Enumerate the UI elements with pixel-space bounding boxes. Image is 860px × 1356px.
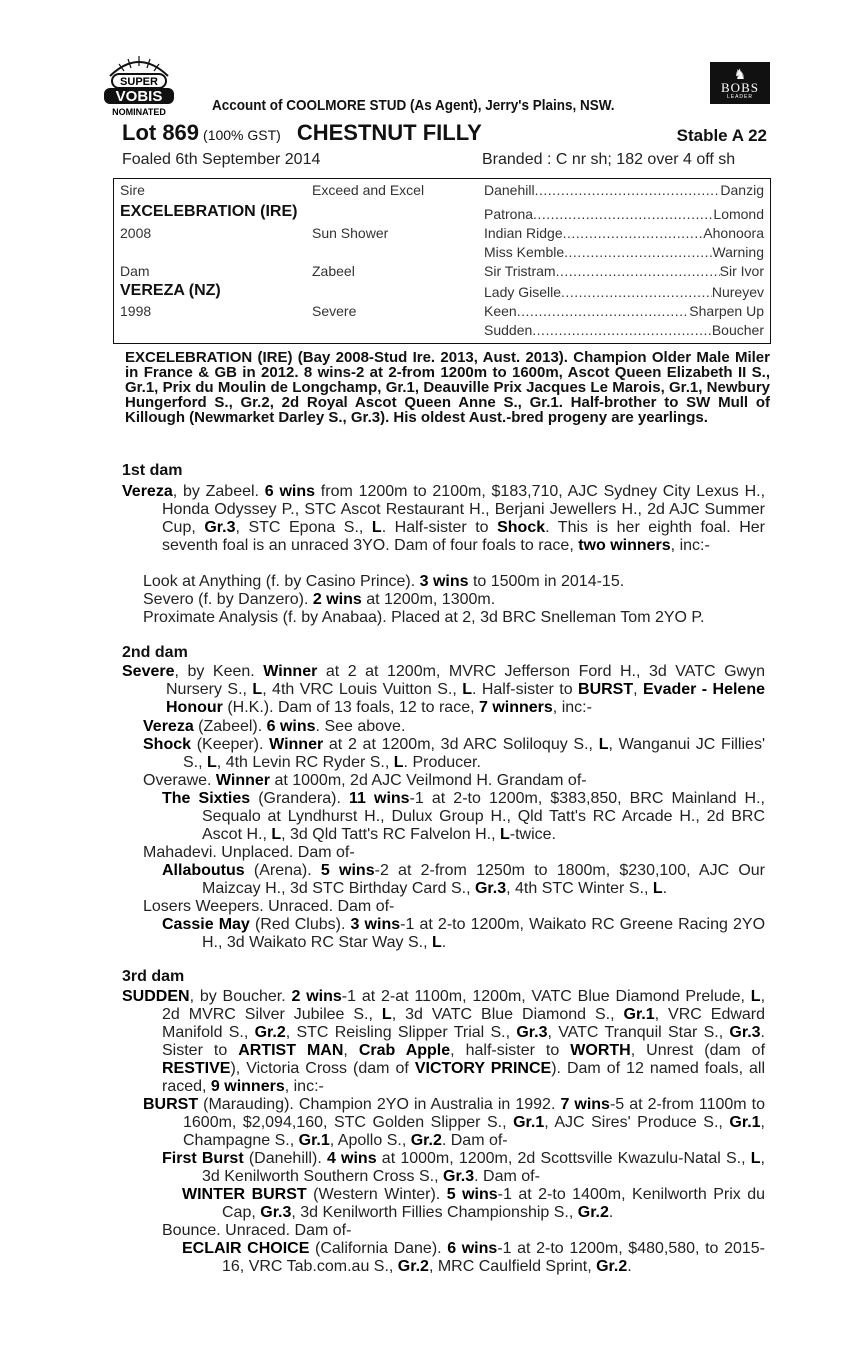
text-run: -1 at 2-to 1200m, $383,850, BRC Mainland H., Sequalo at Lyndhurst H., Dulux Group H., Qld Tatt's RC Arcade H., 2d BRC Ascot H.,: [202, 790, 765, 843]
bold-run: 7 wins: [560, 1096, 610, 1113]
first-dam-text: [122, 483, 765, 555]
bold-run: ARTIST MAN: [238, 1042, 344, 1059]
text-run: . Sister to: [162, 1024, 765, 1059]
gst-note: (100% GST): [203, 127, 281, 143]
text-run: at 1000m, 2d AJC Veilmond H. Grandam of-: [270, 772, 587, 789]
great-grand-progeny-winter-burst: [182, 1186, 765, 1222]
grandparent-row: Sudden ..... Boucher: [484, 322, 764, 338]
grandparent-row: Indian Ridge ..... Ahonoora: [484, 225, 764, 241]
grand-progeny-the-sixties: [162, 790, 765, 844]
text-run: (Keeper).: [191, 736, 270, 753]
bold-run: 6 wins: [447, 1240, 498, 1257]
grand-progeny-bounce: Bounce. Unraced. Dam of-: [162, 1222, 352, 1239]
bold-run: L: [393, 754, 404, 771]
text-run: .: [441, 934, 447, 951]
text-run: .: [662, 880, 668, 897]
bold-run: Allaboutus: [162, 862, 245, 879]
text-run: ,: [343, 1042, 359, 1059]
bold-run: Gr.2: [410, 1132, 442, 1149]
text-run: at 1000m, 1200m, 2d Scottsville Kwazulu-Natal S.,: [376, 1150, 751, 1167]
bold-run: Gr.3: [516, 1024, 548, 1041]
text-run: -1 at 2-to 1200m, $480,580, to 2015-16, VRC Tab.com.au S.,: [222, 1240, 766, 1275]
text-run: Overawe.: [143, 772, 216, 789]
text-run: , inc:-: [670, 537, 710, 554]
text-run: (California Dane).: [309, 1240, 448, 1257]
text-run: , 3d Kenilworth Southern Cross S.,: [202, 1150, 765, 1185]
text-run: ), Victoria Cross (dam of: [230, 1060, 415, 1077]
bobs-logo-name: BOBS: [721, 80, 759, 95]
bold-run: 2 wins: [312, 591, 362, 608]
progeny-shock: [143, 736, 765, 772]
text-run: from 1200m to 2100m, $183,710, AJC Sydney City Lexus H., Honda Odyssey P., STC Ascot Restaurant H., Berjani Jewellers H., 2d AJC Summer Cup,: [162, 483, 766, 536]
text-run: , half-sister to: [450, 1042, 571, 1059]
text-run: (H.K.). Dam of 13 foals, 12 to race,: [222, 699, 479, 716]
bold-run: Severe: [122, 663, 175, 680]
sire-label: Sire: [120, 182, 145, 198]
bold-run: VICTORY PRINCE: [414, 1060, 552, 1077]
third-dam-paragraph: [122, 988, 765, 1096]
logo-super-text: SUPER: [120, 76, 158, 88]
bold-run: Vereza: [143, 718, 194, 735]
dam-year: 1998: [120, 303, 152, 319]
bold-run: 6 wins: [266, 718, 316, 735]
super-vobis-logo: [98, 52, 180, 118]
brand-marks: Branded : C nr sh; 182 over 4 off sh: [482, 151, 736, 168]
bold-run: L: [371, 519, 382, 536]
text-run: to 1500m in 2014-15.: [468, 573, 625, 590]
text-run: .: [627, 1258, 632, 1275]
bold-run: 11 wins: [349, 790, 410, 807]
logo-vobis-text: VOBIS: [115, 88, 163, 105]
logo-nominated-text: NOMINATED: [112, 107, 166, 117]
text-run: . Half-sister to: [471, 681, 579, 698]
text-run: . Half-sister to: [381, 519, 498, 536]
bold-run: WORTH: [570, 1042, 631, 1059]
bold-run: 9 winners: [210, 1078, 285, 1095]
bold-run: Vereza: [122, 483, 173, 500]
text-run: , by Keen.: [174, 663, 264, 680]
text-run: at 2 at 1200m, MVRC Jefferson Ford H., 3d VATC Gwyn Nursery S.,: [166, 663, 765, 698]
bold-run: Gr.1: [513, 1114, 545, 1131]
bold-run: L: [652, 880, 663, 897]
text-run: , Apollo S.,: [329, 1132, 411, 1149]
text-run: (Grandera).: [250, 790, 349, 807]
bold-run: Gr.1: [623, 1006, 655, 1023]
progeny-overawe: [143, 772, 763, 790]
bold-run: Gr.2: [254, 1024, 286, 1041]
text-run: (Western Winter).: [306, 1186, 447, 1203]
text-run: -1 at 2-at 1100m, 1200m, VATC Blue Diamond Prelude,: [341, 988, 751, 1005]
text-run: , 3d Qld Tatt's RC Falvelon H.,: [281, 826, 500, 843]
text-run: -1 at 2-to 1200m, Waikato RC Greene Racing 2YO H., 3d Waikato RC Star Way S.,: [202, 916, 766, 951]
bold-run: Winner: [263, 663, 318, 680]
second-dam-heading: 2nd dam: [122, 644, 188, 661]
bold-run: ECLAIR CHOICE: [182, 1240, 310, 1257]
text-run: , inc:-: [284, 1078, 324, 1095]
dam-name: VEREZA (NZ): [120, 282, 221, 299]
pedigree-table: [113, 178, 771, 344]
bold-run: RESTIVE: [162, 1060, 231, 1077]
stable-location: Stable A 22: [676, 126, 767, 145]
text-run: , STC Epona S.,: [235, 519, 372, 536]
sire-dam: Sun Shower: [312, 225, 389, 241]
bold-run: SUDDEN: [122, 988, 190, 1005]
text-run: Look at Anything (f. by Casino Prince).: [143, 573, 420, 590]
text-run: Severo (f. by Danzero).: [143, 591, 313, 608]
text-run: , Wanganui JC Fillies' S.,: [183, 736, 765, 771]
text-run: -1 at 2-to 1400m, Kenilworth Prix du Cap,: [222, 1186, 766, 1221]
text-run: -5 at 2-from 1100m to 1600m, $2,094,160, STC Golden Slipper S.,: [183, 1096, 766, 1131]
text-run: . Dam of-: [441, 1132, 508, 1149]
bold-run: L: [750, 1150, 761, 1167]
grand-progeny-allaboutus: [162, 862, 765, 898]
text-run: (Marauding). Champion 2YO in Australia in 1992.: [198, 1096, 561, 1113]
text-run: , Unrest (dam of: [630, 1042, 766, 1059]
bold-run: L: [598, 736, 609, 753]
text-run: , 3d Kenilworth Fillies Championship S.,: [291, 1204, 578, 1221]
second-dam-paragraph: [122, 663, 765, 717]
text-run: at 2 at 1200m, 3d ARC Soliloquy S.,: [323, 736, 599, 753]
grandparent-row: Patrona ..... Lomond: [484, 206, 764, 222]
bold-run: Gr.3: [729, 1024, 761, 1041]
bold-run: Evader - Helene Honour: [166, 681, 765, 716]
bold-run: L: [750, 988, 761, 1005]
bold-run: Gr.1: [298, 1132, 330, 1149]
bold-run: BURST: [143, 1096, 199, 1113]
grandparent-row: Lady Giselle ..... Nureyev: [484, 284, 764, 300]
bold-run: Crab Apple: [358, 1042, 451, 1059]
bold-run: 2 wins: [291, 988, 342, 1005]
bold-run: Winner: [215, 772, 270, 789]
first-dam-paragraph: [122, 483, 765, 555]
bobs-logo: [710, 62, 770, 104]
text-run: , 3d VATC Blue Diamond S.,: [391, 1006, 624, 1023]
text-run: , by Zabeel.: [172, 483, 265, 500]
bold-run: 5 wins: [446, 1186, 498, 1203]
bold-run: Gr.3: [474, 880, 507, 897]
sire-name: EXCELEBRATION (IRE): [120, 203, 298, 220]
third-dam-text: [122, 988, 765, 1096]
text-run: ,: [633, 681, 643, 698]
dam-sire: Zabeel: [312, 263, 355, 279]
bold-run: Gr.2: [596, 1258, 628, 1275]
text-run: , 4th STC Winter S.,: [506, 880, 653, 897]
text-run: (Danehill).: [243, 1150, 327, 1167]
grandparent-row: Danehill ..... Danzig: [484, 182, 764, 198]
bold-run: L: [499, 826, 510, 843]
progeny-severo: [143, 591, 763, 609]
grand-progeny-first-burst: [162, 1150, 765, 1186]
vendor-account: Account of COOLMORE STUD (As Agent), Jerry's Plains, NSW.: [212, 97, 615, 114]
text-run: , 4th Levin RC Ryder S.,: [216, 754, 394, 771]
lot-number: Lot 869: [122, 120, 200, 145]
bold-run: L: [431, 934, 442, 951]
text-run: ). Dam of 12 named foals, all raced,: [162, 1060, 766, 1095]
text-run: (Red Clubs).: [249, 916, 351, 933]
bold-run: two winners: [578, 537, 671, 554]
text-run: , 2d MVRC Silver Jubilee S.,: [162, 988, 766, 1023]
bold-run: 3 wins: [419, 573, 469, 590]
bold-run: Winner: [269, 736, 324, 753]
text-run: (Zabeel).: [193, 718, 267, 735]
text-run: , STC Reisling Slipper Trial S.,: [285, 1024, 517, 1041]
bold-run: L: [381, 1006, 392, 1023]
bold-run: 6 wins: [264, 483, 316, 500]
text-run: . See above.: [315, 718, 406, 735]
text-run: , by Boucher.: [189, 988, 292, 1005]
text-run: . Dam of-: [474, 1168, 540, 1185]
bold-run: Gr.3: [260, 1204, 292, 1221]
bold-run: Shock: [497, 519, 546, 536]
text-run: -2 at 2-from 1250m to 1800m, $230,100, AJC Our Maizcay H., 3d STC Birthday Card S.,: [202, 862, 766, 897]
text-run: , AJC Sires' Produce S.,: [544, 1114, 730, 1131]
bold-run: Cassie May: [162, 916, 250, 933]
sire-description: EXCELEBRATION (IRE) (Bay 2008-Stud Ire. 2013, Aust. 2013). Champion Older Male Miler in France & GB in 2012. 8 wins-2 at 2-from 1200m to 1600m, Ascot Queen Elizabeth II S., Gr.1, Prix du Moulin de Longchamp, Gr.1, Deauville Prix Jacques Le Marois, Gr.1, Newbury Hungerford S., Gr.2, 2d Royal Ascot Queen Anne S., Gr.1. Half-brother to SW Mull of Killough (Newmarket Darley S., Gr.3). His oldest Aust.-bred progeny are yearlings.: [125, 349, 770, 426]
sire-sire: Exceed and Excel: [312, 182, 425, 198]
bold-run: L: [462, 681, 472, 698]
bold-run: Gr.3: [204, 519, 236, 536]
text-run: , MRC Caulfield Sprint,: [428, 1258, 597, 1275]
bold-run: The Sixties: [162, 790, 251, 807]
dam-label: Dam: [120, 263, 150, 279]
bold-run: L: [207, 754, 217, 771]
text-run: . This is her eighth foal. Her seventh foal is an unraced 3YO. Dam of four foals to race,: [162, 519, 765, 554]
sire-year: 2008: [120, 225, 152, 241]
horse-rider-icon: ♞: [733, 66, 747, 82]
progeny-losers-weepers: Losers Weepers. Unraced. Dam of-: [143, 898, 395, 915]
text-run: , Champagne S.,: [183, 1114, 765, 1149]
progeny-mahadevi: Mahadevi. Unplaced. Dam of-: [143, 844, 355, 861]
third-dam-heading: 3rd dam: [122, 968, 185, 985]
bold-run: Gr.1: [729, 1114, 761, 1131]
text-run: , 4th VRC Louis Vuitton S.,: [262, 681, 463, 698]
text-run: , inc:-: [552, 699, 592, 716]
bold-run: 5 wins: [320, 862, 375, 879]
bold-run: 7 winners: [478, 699, 553, 716]
bold-run: Gr.2: [397, 1258, 429, 1275]
progeny-vereza: [143, 718, 763, 736]
text-run: . Producer.: [403, 754, 481, 771]
text-run: .: [608, 1204, 614, 1221]
bold-run: Shock: [143, 736, 192, 753]
bold-run: BURST: [578, 681, 634, 698]
bold-run: Gr.3: [443, 1168, 475, 1185]
bold-run: L: [252, 681, 263, 698]
great-grand-progeny-eclair-choice: [182, 1240, 765, 1276]
bold-run: L: [271, 826, 282, 843]
text-run: , VATC Tranquil Star S.,: [547, 1024, 730, 1041]
bobs-logo-sub: LEADER: [726, 94, 753, 100]
grandparent-row: Sir Tristram ..... Sir Ivor: [484, 263, 764, 279]
lot-header: [122, 120, 767, 150]
text-run: -twice.: [509, 826, 556, 843]
foaled-date: Foaled 6th September 2014: [122, 151, 321, 168]
progeny-look-at-anything: [143, 573, 763, 591]
lot-sex: CHESTNUT FILLY: [296, 120, 482, 145]
grandparent-row: Miss Kemble ..... Warning: [484, 244, 764, 260]
dam-dam: Severe: [312, 303, 357, 319]
bold-run: First Burst: [162, 1150, 244, 1167]
first-dam-heading: 1st dam: [122, 462, 183, 479]
grandparent-row: Keen ..... Sharpen Up: [484, 303, 764, 319]
second-dam-text: [122, 663, 765, 717]
progeny-proximate-analysis: Proximate Analysis (f. by Anabaa). Placed at 2, 3d BRC Snelleman Tom 2YO P.: [143, 609, 705, 626]
grand-progeny-cassie-may: [162, 916, 765, 952]
bold-run: WINTER BURST: [182, 1186, 307, 1203]
text-run: (Arena).: [244, 862, 321, 879]
bold-run: 4 wins: [326, 1150, 377, 1167]
progeny-burst: [143, 1096, 765, 1150]
bold-run: Gr.2: [577, 1204, 609, 1221]
text-run: , VRC Edward Manifold S.,: [162, 1006, 766, 1041]
bold-run: 3 wins: [350, 916, 401, 933]
text-run: at 1200m, 1300m.: [361, 591, 496, 608]
